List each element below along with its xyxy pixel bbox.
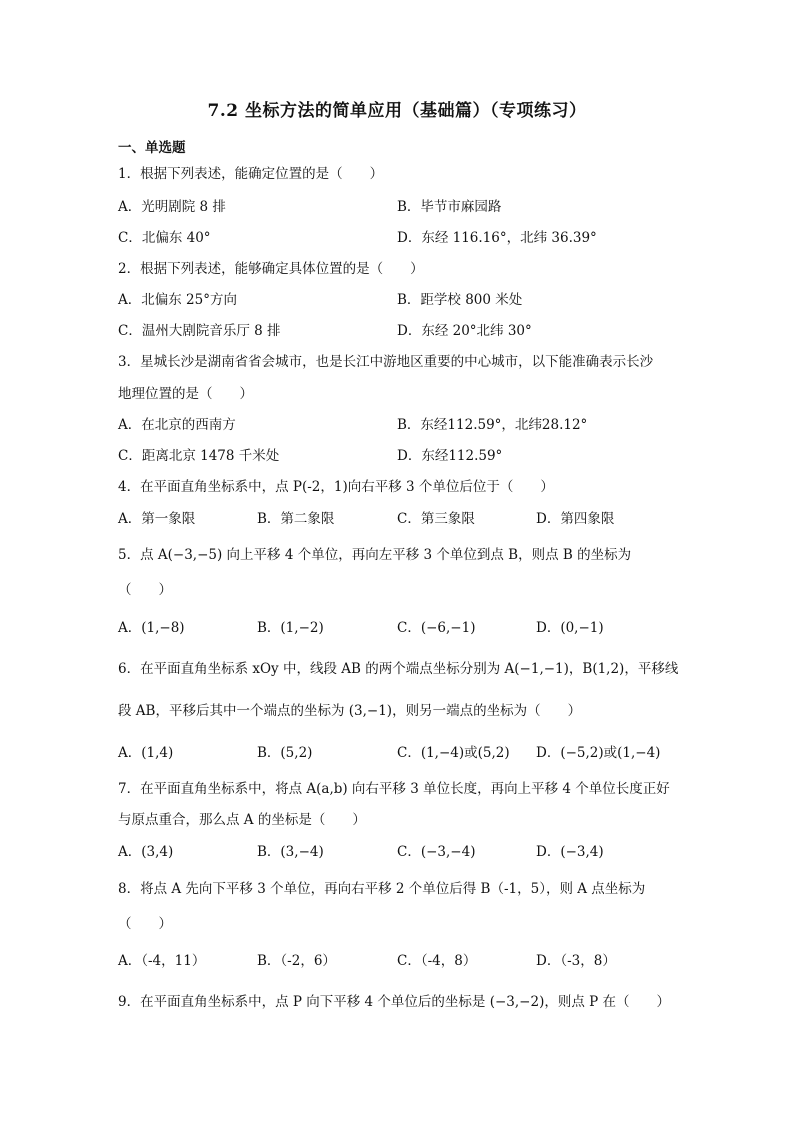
q7-option-d: D．(−3,4) <box>536 844 604 860</box>
q2-option-d: D．东经 20°北纬 30° <box>397 323 532 339</box>
q1-option-a: A．光明剧院 8 排 <box>118 199 226 215</box>
q3-option-a: A．在北京的西南方 <box>118 417 236 433</box>
question-7-stem-line1: 7．在平面直角坐标系中，将点 A(a,b) 向右平移 3 单位长度，再向上平移 4 个单位长度正好 <box>118 781 670 797</box>
q3-option-c: C．距离北京 1478 千米处 <box>118 448 280 464</box>
q7-option-b: B．(3,−4) <box>257 844 324 860</box>
q5-option-b: B．(1,−2) <box>257 620 324 636</box>
question-7-stem-line2: 与原点重合，那么点 A 的坐标是（ ） <box>118 812 366 828</box>
q8-option-b: B．（-2，6） <box>257 953 336 969</box>
q6-option-d: D．(−5,2)或(1,−4) <box>536 745 661 761</box>
question-5-stem-line1: 5．点 A(−3,−5) 向上平移 4 个单位，再向左平移 3 个单位到点 B，则点 B 的坐标为 <box>118 547 632 563</box>
q4-option-c: C．第三象限 <box>397 511 475 527</box>
question-5-stem-line2: （ ） <box>118 582 172 598</box>
q3-option-d: D．东经112.59° <box>397 448 503 464</box>
page-title: 7.2 坐标方法的简单应用（基础篇）（专项练习） <box>207 101 587 121</box>
q5-option-c: C．(−6,−1) <box>397 620 476 636</box>
question-4-stem: 4．在平面直角坐标系中，点 P(-2，1)向右平移 3 个单位后位于（ ） <box>118 479 554 495</box>
q6-option-c: C．(1,−4)或(5,2) <box>397 745 510 761</box>
question-3-stem-line2: 地理位置的是（ ） <box>118 386 253 402</box>
section-title: 一、单选题 <box>118 140 186 156</box>
q5-option-a: A．(1,−8) <box>118 620 185 636</box>
q1-option-c: C．北偏东 40° <box>118 230 211 246</box>
question-3-stem-line1: 3．星城长沙是湖南省省会城市，也是长江中游地区重要的中心城市，以下能准确表示长沙 <box>118 354 654 370</box>
q5-option-d: D．(0,−1) <box>536 620 604 636</box>
q2-option-b: B．距学校 800 米处 <box>397 292 523 308</box>
q2-option-a: A．北偏东 25°方向 <box>118 292 237 308</box>
question-8-stem-line2: （ ） <box>118 916 172 932</box>
q7-option-c: C．(−3,−4) <box>397 844 476 860</box>
q6-option-b: B．(5,2) <box>257 745 313 761</box>
q4-option-b: B．第二象限 <box>257 511 335 527</box>
q4-option-d: D．第四象限 <box>536 511 615 527</box>
q2-option-c: C．温州大剧院音乐厅 8 排 <box>118 323 281 339</box>
q6-option-a: A．(1,4) <box>118 745 174 761</box>
question-9-stem: 9．在平面直角坐标系中，点 P 向下平移 4 个单位后的坐标是 (−3,−2)，则点 P 在（ ） <box>118 994 671 1010</box>
question-6-stem-line2: 段 AB，平移后其中一个端点的坐标为 (3,−1)，则另一端点的坐标为（ ） <box>118 703 582 719</box>
question-8-stem-line1: 8．将点 A 先向下平移 3 个单位，再向右平移 2 个单位后得 B（-1，5），则 A 点坐标为 <box>118 881 646 897</box>
q7-option-a: A．(3,4) <box>118 844 174 860</box>
q8-option-c: C．（-4，8） <box>397 953 477 969</box>
question-6-stem-line1: 6．在平面直角坐标系 xOy 中，线段 AB 的两个端点坐标分别为 A(−1,−1)，B(1,2)，平移线 <box>118 661 679 677</box>
q1-option-d: D．东经 116.16°，北纬 36.39° <box>397 230 597 246</box>
q1-option-b: B．毕节市麻园路 <box>397 199 502 215</box>
q4-option-a: A．第一象限 <box>118 511 196 527</box>
question-2-stem: 2．根据下列表述，能够确定具体位置的是（ ） <box>118 261 424 277</box>
q8-option-d: D．（-3，8） <box>536 953 616 969</box>
q8-option-a: A．（-4，11） <box>118 953 206 969</box>
q3-option-b: B．东经112.59°，北纬28.12° <box>397 417 588 433</box>
question-1-stem: 1．根据下列表述，能确定位置的是（ ） <box>118 166 384 182</box>
